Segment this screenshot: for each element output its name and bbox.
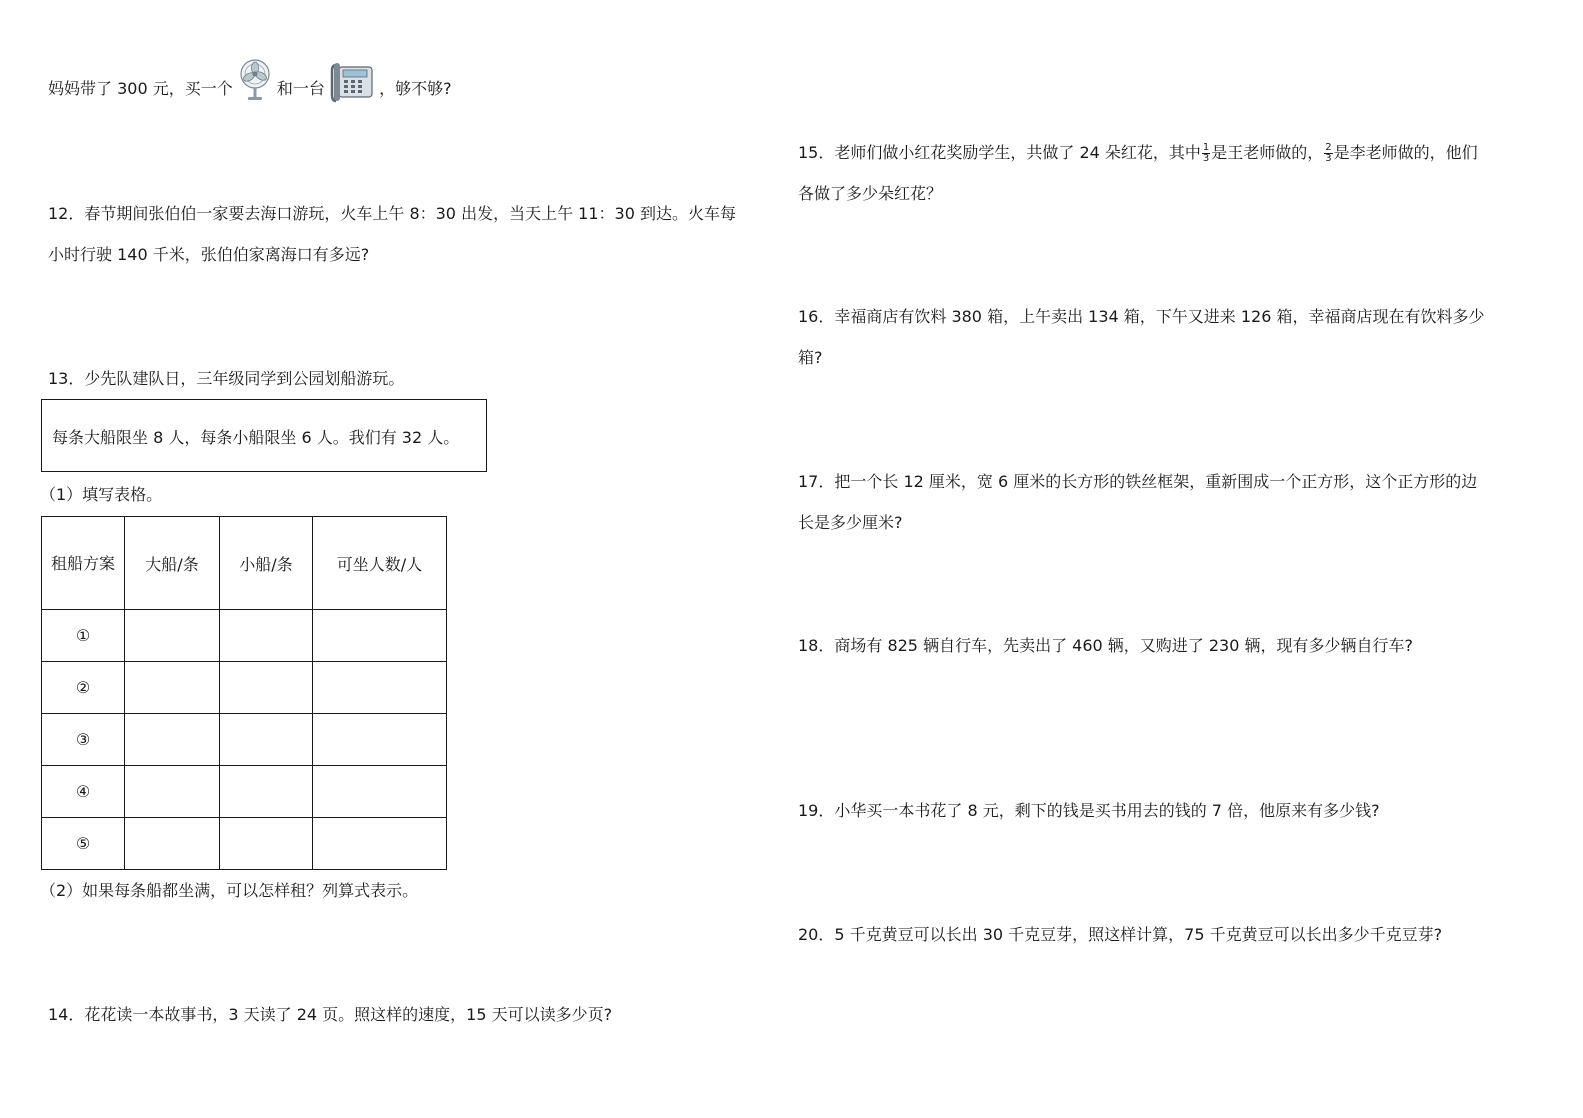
- table-row: [42, 818, 447, 870]
- table-cell-blank[interactable]: [220, 714, 313, 766]
- boat-rental-table: [41, 516, 447, 870]
- table-row: [42, 714, 447, 766]
- question-16-line1: 16．幸福商店有饮料 380 箱，上午卖出 134 箱，下午又进来 126 箱，幸福商店现在有饮料多少: [798, 307, 1485, 326]
- question-17-line2: 长是多少厘米?: [798, 513, 903, 532]
- question-13-sub1: （1）填写表格。: [40, 485, 163, 504]
- question-15-line1: [798, 138, 1478, 168]
- table-cell-blank[interactable]: [220, 662, 313, 714]
- question-11-text-part2: 和一台: [276, 79, 325, 98]
- table-header-small-boat: 小船/条: [220, 517, 313, 610]
- fraction-denominator: 3: [1325, 153, 1332, 164]
- fraction-numerator: 1: [1202, 142, 1210, 153]
- fraction-two-thirds: [1324, 143, 1332, 164]
- table-cell-blank[interactable]: [313, 818, 447, 870]
- question-11-text-part1: 妈妈带了 300 元，买一个: [48, 79, 233, 98]
- table-row: [42, 610, 447, 662]
- table-row: [42, 766, 447, 818]
- fan-icon: [238, 58, 272, 121]
- question-13-sub2: （2）如果每条船都坐满，可以怎样租？列算式表示。: [40, 881, 419, 900]
- table-row-label: ④: [42, 766, 125, 818]
- table-row-label: ③: [42, 714, 125, 766]
- table-cell-blank[interactable]: [125, 610, 220, 662]
- question-15-text-part2: 是王老师做的，: [1211, 143, 1324, 162]
- table-row-label: ①: [42, 610, 125, 662]
- question-14: 14．花花读一本故事书，3 天读了 24 页。照这样的速度，15 天可以读多少页?: [48, 1005, 613, 1024]
- question-16-line2: 箱?: [798, 348, 823, 367]
- table-cell-blank[interactable]: [313, 766, 447, 818]
- fraction-one-third: [1202, 143, 1210, 164]
- question-12-line2: 小时行驶 140 千米，张伯伯家离海口有多远?: [48, 245, 370, 264]
- table-cell-blank[interactable]: [125, 818, 220, 870]
- table-cell-blank[interactable]: [220, 766, 313, 818]
- question-15-text-part1: 15．老师们做小红花奖励学生，共做了 24 朵红花，其中: [798, 143, 1201, 162]
- question-15-text-part3: 是李老师做的，他们: [1333, 143, 1478, 162]
- table-cell-blank[interactable]: [313, 662, 447, 714]
- table-header-row: [42, 517, 447, 610]
- table-header-big-boat: 大船/条: [125, 517, 220, 610]
- table-cell-blank[interactable]: [220, 818, 313, 870]
- question-11: [48, 58, 452, 121]
- fraction-denominator: 3: [1202, 153, 1210, 164]
- question-12-line1: 12．春节期间张伯伯一家要去海口游玩，火车上午 8：30 出发，当天上午 11：30 到达。火车每: [48, 204, 736, 223]
- table-header-plan: 租船方案: [42, 517, 125, 610]
- question-19: 19．小华买一本书花了 8 元，剩下的钱是买书用去的钱的 7 倍，他原来有多少钱?: [798, 801, 1380, 820]
- question-18: 18．商场有 825 辆自行车，先卖出了 460 辆，又购进了 230 辆，现有多少辆自行车?: [798, 636, 1413, 655]
- question-11-text-part3: ，够不够?: [379, 79, 452, 98]
- table-header-capacity: 可坐人数/人: [313, 517, 447, 610]
- table-cell-blank[interactable]: [125, 714, 220, 766]
- question-17-line1: 17．把一个长 12 厘米，宽 6 厘米的长方形的铁丝框架，重新围成一个正方形，这个正方形的边: [798, 472, 1478, 491]
- table-cell-blank[interactable]: [125, 662, 220, 714]
- question-13-title: 13．少先队建队日，三年级同学到公园划船游玩。: [48, 369, 405, 388]
- table-cell-blank[interactable]: [125, 766, 220, 818]
- fraction-numerator: 2: [1325, 142, 1332, 153]
- table-cell-blank[interactable]: [313, 610, 447, 662]
- table-cell-blank[interactable]: [313, 714, 447, 766]
- table-row-label: ⑤: [42, 818, 125, 870]
- table-row-label: ②: [42, 662, 125, 714]
- question-20: 20．5 千克黄豆可以长出 30 千克豆芽，照这样计算，75 千克黄豆可以长出多少千克豆芽?: [798, 925, 1443, 944]
- table-row: [42, 662, 447, 714]
- table-cell-blank[interactable]: [220, 610, 313, 662]
- question-15-line2: 各做了多少朵红花？: [798, 184, 943, 203]
- info-box: [41, 399, 487, 472]
- info-box-text: 每条大船限坐 8 人，每条小船限坐 6 人。我们有 32 人。: [52, 428, 460, 447]
- telephone-icon: [330, 59, 374, 120]
